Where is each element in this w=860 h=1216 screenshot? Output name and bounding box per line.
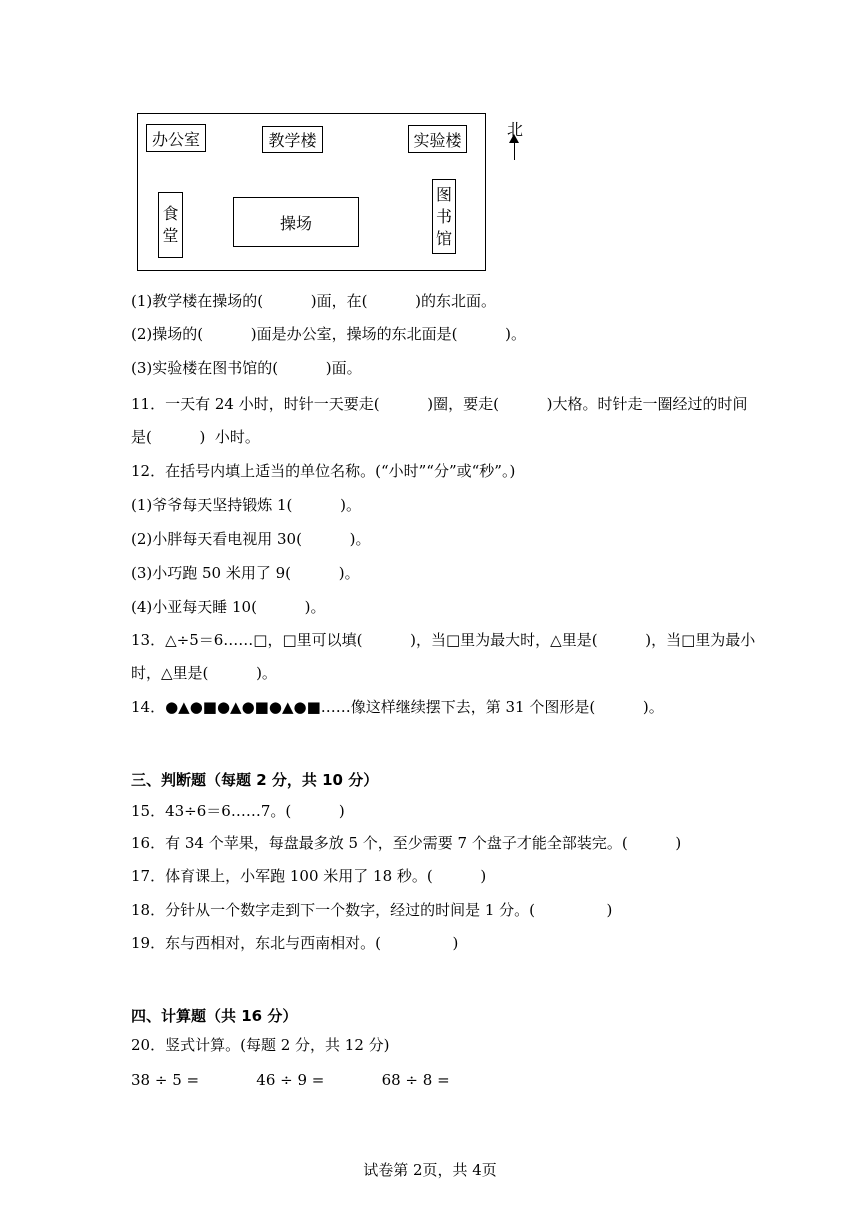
q12-part3: (3)小巧跑 50 米用了 9( )。	[131, 564, 360, 582]
library-char-3: 馆	[435, 228, 452, 248]
q20-title: 20．竖式计算。(每题 2 分，共 12 分)	[131, 1036, 390, 1054]
q12-part1: (1)爷爷每天坚持锻炼 1( )。	[131, 496, 361, 514]
q13-line1: 13．△÷5＝6……□，□里可以填( )，当□里为最大时，△里是( )，当□里为最小	[131, 631, 756, 649]
page-footer: 试卷第 2页，共 4页	[363, 1161, 497, 1179]
q11-line1: 11．一天有 24 小时，时针一天要走( )圈，要走( )大格。时针走一圈经过的时间	[131, 395, 748, 413]
q10-part1: (1)教学楼在操场的( )面，在( )的东北面。	[131, 292, 497, 310]
q16: 16．有 34 个苹果，每盘最多放 5 个，至少需要 7 个盘子才能全部装完。( )	[131, 834, 682, 852]
q20-expressions: 38 ÷ 5 = 46 ÷ 9 = 68 ÷ 8 =	[131, 1071, 450, 1089]
q18: 18．分针从一个数字走到下一个数字，经过的时间是 1 分。( )	[131, 901, 613, 919]
school-map	[137, 113, 486, 271]
library-char-1: 图	[435, 184, 452, 204]
q11-line2: 是( ) 小时。	[131, 428, 260, 446]
library-box	[432, 179, 456, 254]
canteen-char-1: 食	[162, 204, 179, 223]
q15: 15．43÷6＝6……7。( )	[131, 802, 345, 820]
canteen-box	[158, 192, 183, 258]
office-box: 办公室	[146, 124, 206, 152]
q10-part2: (2)操场的( )面是办公室，操场的东北面是( )。	[131, 325, 527, 343]
north-label: 北	[506, 120, 523, 139]
north-arrow-shaft	[514, 138, 515, 160]
canteen-char-2: 堂	[162, 226, 179, 245]
q14: 14．●▲●■●▲●■●▲●■……像这样继续摆下去，第 31 个图形是( )。	[131, 698, 664, 716]
q10-part3: (3)实验楼在图书馆的( )面。	[131, 359, 362, 377]
library-char-2: 书	[435, 206, 452, 226]
section-4-heading: 四、计算题（共 16 分）	[131, 1007, 298, 1025]
q12-part2: (2)小胖每天看电视用 30( )。	[131, 530, 371, 548]
teaching-building-box: 教学楼	[262, 126, 323, 153]
q12-title: 12．在括号内填上适当的单位名称。(“小时”“分”或“秒”。)	[131, 462, 516, 480]
q19: 19．东与西相对，东北与西南相对。( )	[131, 934, 459, 952]
q12-part4: (4)小亚每天睡 10( )。	[131, 598, 326, 616]
q13-line2: 时，△里是( )。	[131, 664, 277, 682]
lab-building-box: 实验楼	[408, 125, 467, 153]
q17: 17．体育课上，小军跑 100 米用了 18 秒。( )	[131, 867, 487, 885]
playground-box: 操场	[233, 197, 359, 247]
section-3-heading: 三、判断题（每题 2 分，共 10 分）	[131, 771, 379, 789]
